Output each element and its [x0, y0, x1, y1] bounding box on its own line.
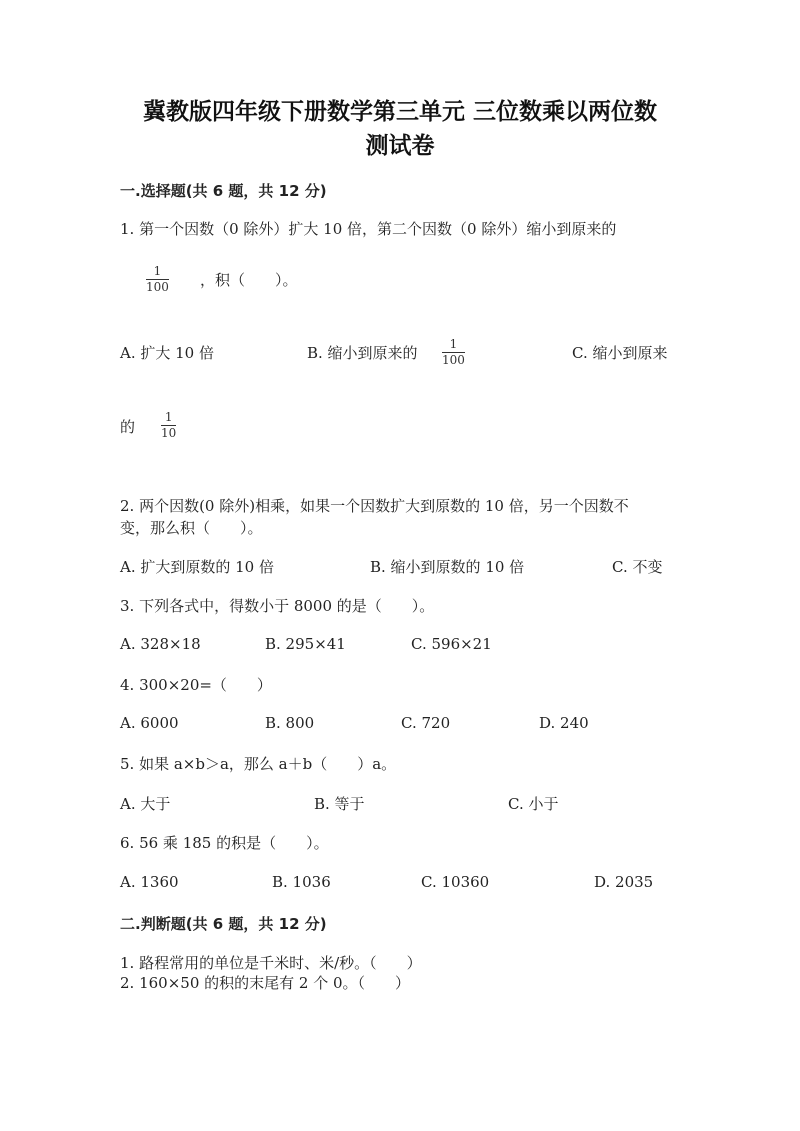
- fraction-numerator: 1: [164, 410, 173, 424]
- fraction-denominator: 100: [442, 353, 465, 367]
- question-5-option-b: B. 等于: [314, 795, 365, 813]
- page-title-line2: 测试卷: [365, 133, 435, 159]
- question-1-option-c: C. 缩小到原来: [572, 344, 668, 362]
- question-6-stem: 6. 56 乘 185 的积是（ ）。: [120, 834, 329, 852]
- judgment-question-2: 2. 160×50 的积的末尾有 2 个 0。（ ）: [120, 974, 411, 992]
- question-6-option-b: B. 1036: [272, 873, 331, 891]
- question-4-option-a: A. 6000: [120, 714, 179, 732]
- fraction-numerator: 1: [449, 337, 458, 351]
- fraction-denominator: 100: [146, 280, 169, 294]
- question-1-stem: 1. 第一个因数（0 除外）扩大 10 倍，第二个因数（0 除外）缩小到原来的: [120, 220, 617, 238]
- judgment-question-1: 1. 路程常用的单位是千米时、米/秒。（ ）: [120, 954, 422, 972]
- question-1-option-a: A. 扩大 10 倍: [120, 344, 214, 362]
- question-1-fraction: [146, 265, 169, 294]
- question-1-option-b-fraction: [442, 338, 465, 367]
- question-1-option-b: B. 缩小到原来的: [307, 344, 418, 362]
- question-3-option-b: B. 295×41: [265, 635, 346, 653]
- question-2-option-b: B. 缩小到原数的 10 倍: [370, 558, 525, 576]
- section2-heading: 二.判断题(共 6 题，共 12 分): [120, 915, 327, 933]
- question-1-option-c-continued: 的: [120, 418, 136, 436]
- question-1-stem-tail: ，积（ ）。: [200, 271, 298, 289]
- question-4-option-c: C. 720: [401, 714, 451, 732]
- section1-heading: 一.选择题(共 6 题，共 12 分): [120, 182, 327, 200]
- question-4-option-b: B. 800: [265, 714, 315, 732]
- question-6-option-a: A. 1360: [120, 873, 179, 891]
- question-6-option-c: C. 10360: [421, 873, 490, 891]
- question-4-option-d: D. 240: [539, 714, 589, 732]
- question-2-option-c: C. 不变: [612, 558, 663, 576]
- question-2-stem-line1: 2. 两个因数(0 除外)相乘，如果一个因数扩大到原数的 10 倍，另一个因数不: [120, 497, 629, 515]
- question-2-option-a: A. 扩大到原数的 10 倍: [120, 558, 274, 576]
- question-3-option-a: A. 328×18: [120, 635, 201, 653]
- question-5-option-a: A. 大于: [120, 795, 171, 813]
- page-title-line1: 冀教版四年级下册数学第三单元 三位数乘以两位数: [142, 99, 657, 125]
- question-3-option-c: C. 596×21: [411, 635, 492, 653]
- question-4-stem: 4. 300×20=（ ）: [120, 676, 272, 694]
- fraction-numerator: 1: [153, 264, 162, 278]
- question-1-option-c-fraction: [161, 411, 176, 440]
- question-6-option-d: D. 2035: [594, 873, 654, 891]
- question-2-stem-line2: 变，那么积（ ）。: [120, 519, 263, 537]
- question-5-stem: 5. 如果 a×b＞a，那么 a＋b（ ）a。: [120, 755, 397, 773]
- fraction-denominator: 10: [161, 426, 177, 440]
- question-3-stem: 3. 下列各式中，得数小于 8000 的是（ ）。: [120, 597, 435, 615]
- question-5-option-c: C. 小于: [508, 795, 559, 813]
